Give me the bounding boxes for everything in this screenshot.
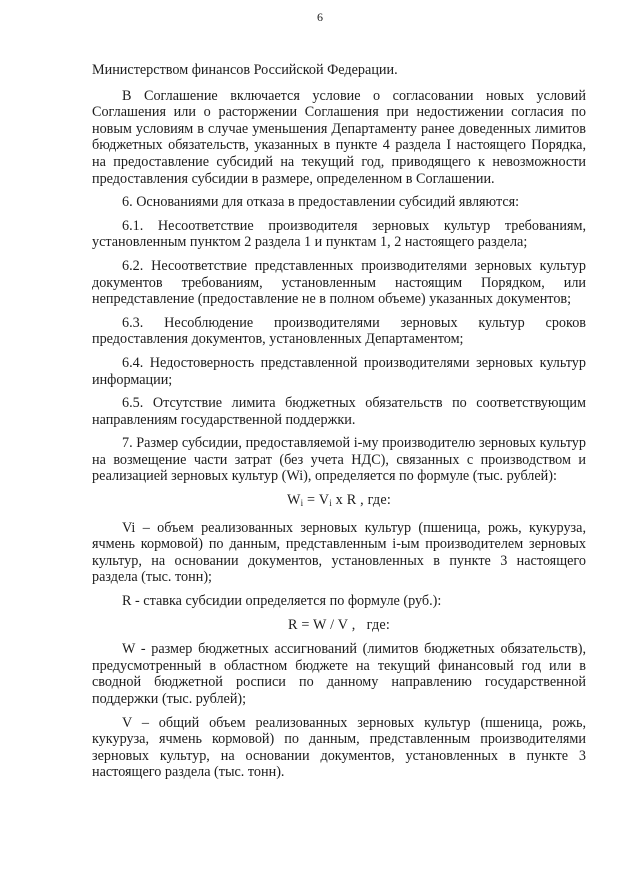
- formula-wi-w: W: [287, 492, 301, 509]
- paragraph-6-4: 6.4. Недостоверность представленной производителями зерновых культур информации;: [92, 354, 586, 388]
- paragraph-agreement-condition: В Соглашение включается условие о согласовании новых условий Соглашения или о расторжении Соглашения при недостижении согласия по новым условиям в случае уменьшения Департаменту ранее доведенных лимитов бюджетных обязательств, указанных в пункте 4 раздела I настоящего Порядка, на предоставление субсидий на текущий год, приводящего к невозможности предоставления субсидии в размере, определенном в Соглашении.: [92, 87, 586, 187]
- paragraph-r-definition: R - ставка субсидии определяется по формуле (руб.):: [122, 593, 442, 610]
- paragraph-vi-definition: Vi – объем реализованных зерновых культур (пшеница, рожь, кукуруза, ячмень кормовой) по данным, представленным i-ым производителем зерновых культур, на основании документов, установленных в пункте 3 настоящего раздела (тыс. тонн);: [92, 519, 586, 586]
- paragraph-6-2: 6.2. Несоответствие представленных производителями зерновых культур документов требованиям, установленным настоящим Порядком, или непредставление (предоставление не в полном объеме) указанных документов;: [92, 257, 586, 308]
- formula-wi-rest: x R , где:: [331, 492, 391, 509]
- formula-wi-w-sub: i: [300, 498, 304, 509]
- paragraph-refusal-grounds: 6. Основаниями для отказа в предоставлении субсидий являются:: [122, 194, 520, 211]
- formula-wi-v-sub: i: [329, 498, 332, 509]
- formula-wi-v: V: [318, 492, 330, 509]
- formula-wi-eq: =: [303, 492, 319, 509]
- document-body: [92, 62, 586, 788]
- paragraph-6-5: 6.5. Отсутствие лимита бюджетных обязательств по соответствующим направлениям государственной поддержки.: [92, 395, 586, 428]
- paragraph-7-subsidy-size: 7. Размер субсидии, предоставляемой i-му производителю зерновых культур на возмещение части затрат (без учета НДС), связанных с производством и реализацией зерновых культур (Wi), определяется по формуле (тыс. рублей):: [92, 435, 586, 485]
- paragraph-6-3: 6.3. Несоблюдение производителями зерновых культур сроков предоставления документов, установленных Департаментом;: [92, 314, 586, 348]
- page-number: 6: [317, 10, 323, 24]
- formula-r: R = W / V , где:: [287, 616, 391, 633]
- paragraph-continuation: Министерством финансов Российской Федерации.: [92, 62, 398, 78]
- formula-wi: [92, 492, 586, 512]
- paragraph-w-definition: W - размер бюджетных ассигнований (лимитов бюджетных обязательств), предусмотренный в областном бюджете на текущий финансовый год или в сводной бюджетной росписи по данному направлению государственной поддержки (тыс. рублей);: [92, 641, 586, 707]
- paragraph-v-definition: V – общий объем реализованных зерновых культур (пшеница, рожь, кукуруза, ячмень кормовой) по данным, представленным производителями зерновых культур, на основании документов, установленных в пункте 3 настоящего раздела (тыс. тонн).: [92, 714, 586, 781]
- paragraph-6-1: 6.1. Несоответствие производителя зерновых культур требованиям, установленным пунктом 2 раздела 1 и пунктам 1, 2 настоящего раздела;: [92, 217, 586, 251]
